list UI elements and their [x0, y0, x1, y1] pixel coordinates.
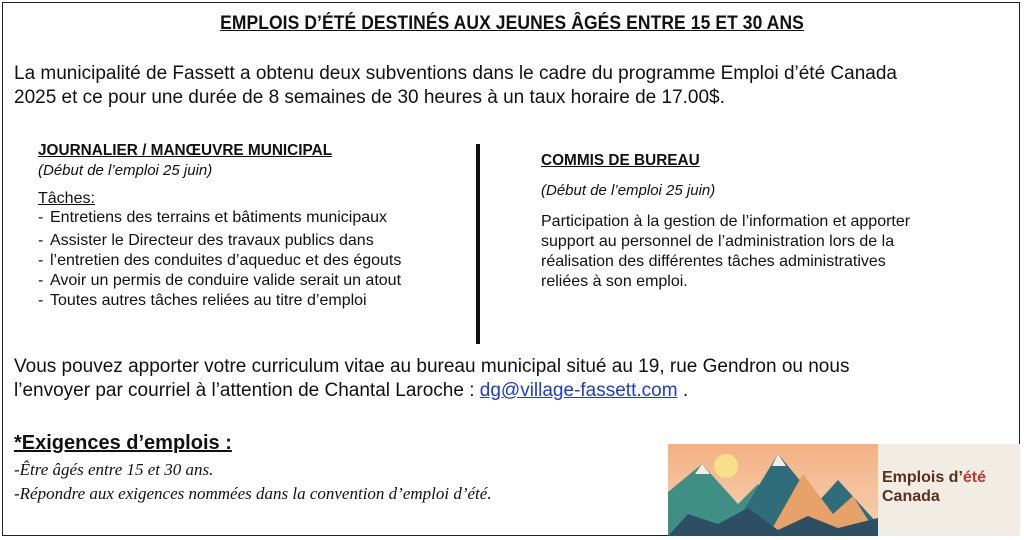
requirement-item: -Répondre aux exigences nommées dans la convention d’emploi d’été.	[14, 484, 492, 503]
description-line: reliées à son emploi.	[541, 273, 688, 290]
description-line: support au personnel de l’administration lors de la	[541, 233, 895, 250]
task-item-continuation-text: l’entretien des conduites d’aqueduc et des égouts	[50, 252, 402, 269]
intro-line-1: La municipalité de Fassett a obtenu deux subventions dans le cadre du programme Emploi d’été Canada	[14, 63, 897, 84]
job-commis	[541, 151, 991, 292]
column-divider	[476, 144, 480, 344]
requirements-list	[14, 458, 492, 506]
job-commis-description	[541, 212, 971, 292]
task-item: - Entretiens des terrains et bâtiments municipaux	[38, 208, 468, 228]
task-list	[38, 208, 468, 311]
task-item-continuation	[38, 251, 468, 271]
job-journalier	[38, 141, 468, 311]
page-title: EMPLOIS D’ÉTÉ DESTINÉS AUX JEUNES ÂGÉS ENTRE 15 ET 30 ANS	[220, 13, 804, 34]
emplois-ete-canada-logo	[668, 444, 1020, 536]
logo-line-2: Canada	[882, 488, 940, 505]
email-link[interactable]: dg@village-fassett.com	[479, 380, 678, 401]
logo-line-1	[882, 468, 986, 487]
task-item: - Assister le Directeur des travaux publics dans	[38, 231, 468, 251]
logo-line-1-accent: été	[962, 469, 987, 486]
description-line: Participation à la gestion de l’information et apporter	[541, 213, 911, 230]
contact-line-2	[14, 379, 1004, 403]
contact-line-2-end: .	[677, 380, 689, 401]
task-item: - Avoir un permis de conduire valide serait un atout	[38, 271, 468, 291]
requirements-title: *Exigences d’emplois :	[14, 432, 232, 454]
requirement-item: -Être âgés entre 15 et 30 ans.	[14, 460, 214, 479]
job-commis-title: COMMIS DE BUREAU	[541, 152, 700, 169]
description-line: réalisation des différentes tâches administratives	[541, 253, 886, 270]
intro-line-2: 2025 et ce pour une durée de 8 semaines de 30 heures à un taux horaire de 17.00$.	[14, 87, 725, 108]
contact-line-1: Vous pouvez apporter votre curriculum vitae au bureau municipal situé au 19, rue Gendron ou nous	[14, 356, 850, 377]
intro-paragraph	[14, 62, 1014, 110]
logo-wordmark	[882, 468, 986, 506]
job-journalier-title: JOURNALIER / MANŒUVRE MUNICIPAL	[38, 142, 333, 159]
task-item: - Toutes autres tâches reliées au titre d’emploi	[38, 291, 468, 311]
contact-line-2-text: l’envoyer par courriel à l’attention de Chantal Laroche :	[14, 380, 480, 401]
job-journalier-start: (Début de l’emploi 25 juin)	[38, 162, 213, 179]
tasks-label: Tâches:	[38, 190, 95, 207]
logo-line-1-part-1: Emplois d’	[882, 469, 963, 486]
job-commis-start: (Début de l’emploi 25 juin)	[541, 182, 716, 199]
contact-paragraph	[14, 355, 1004, 403]
